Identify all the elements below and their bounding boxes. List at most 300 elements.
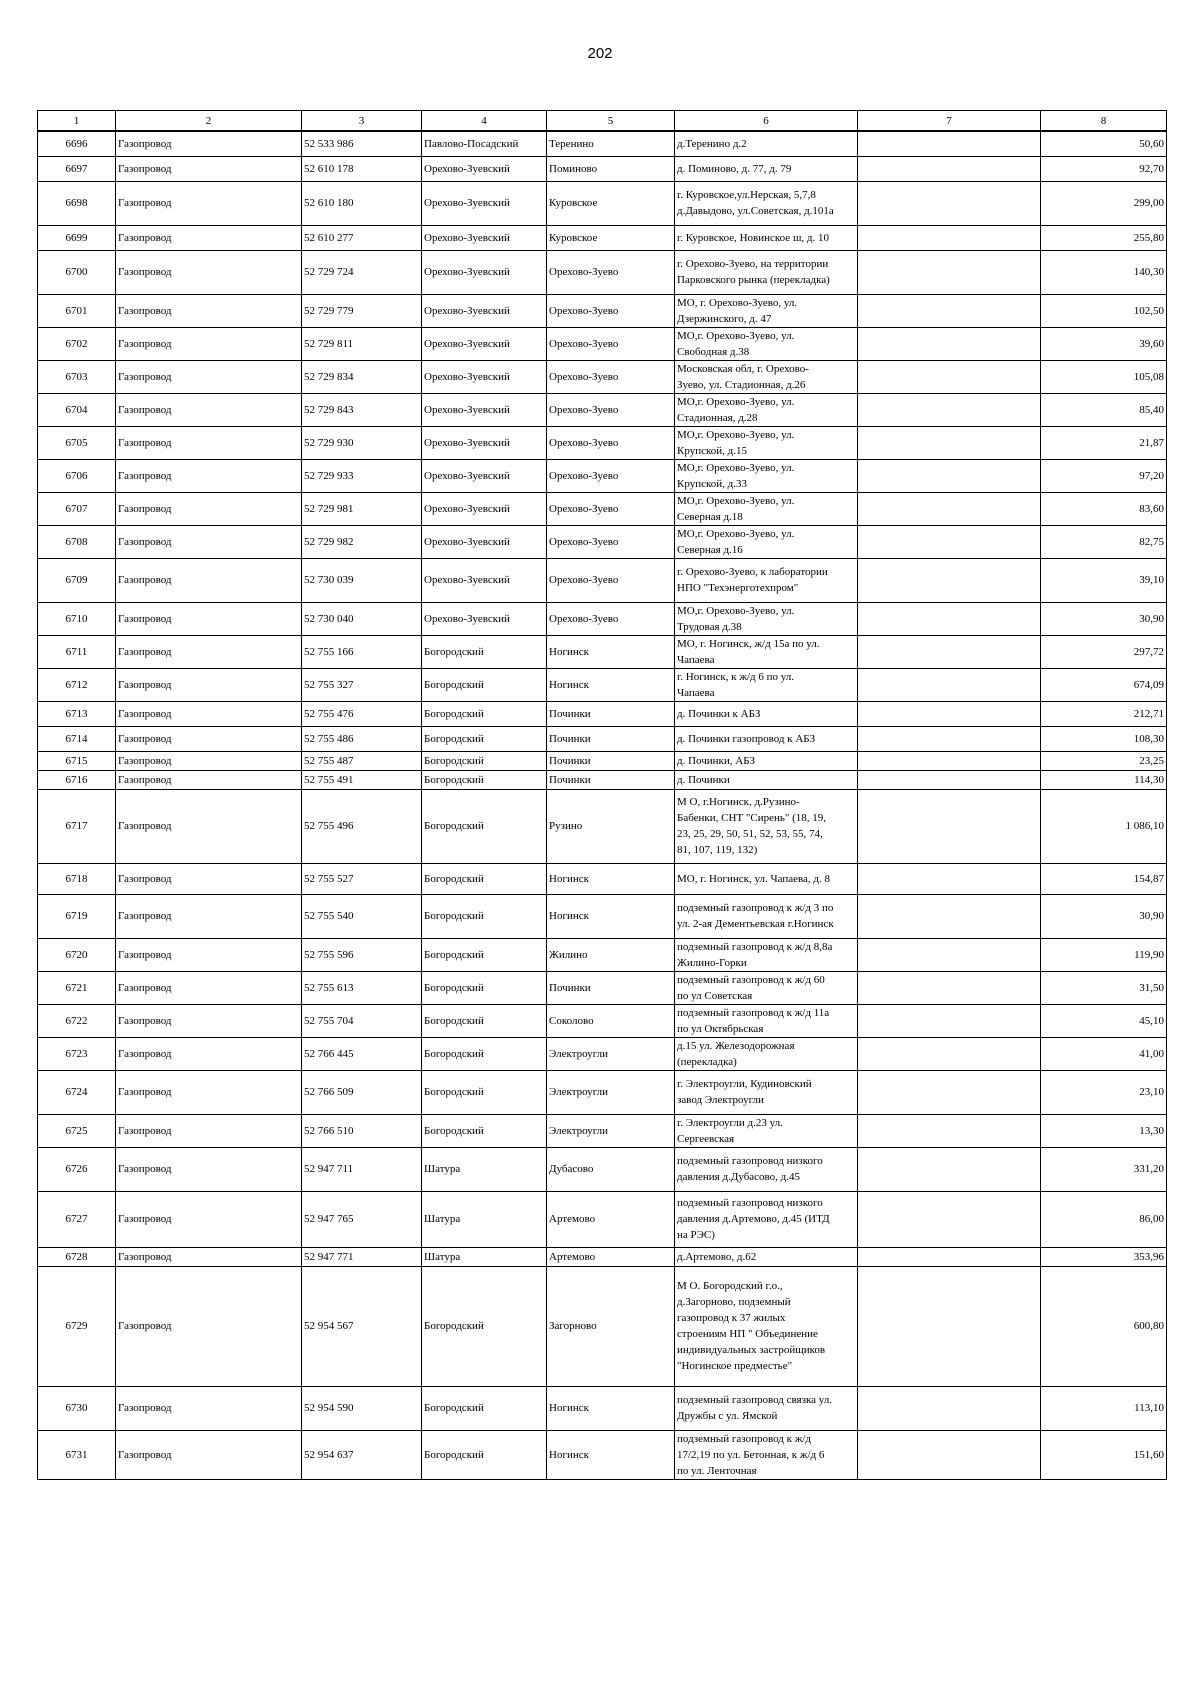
locality-cell: Дубасово bbox=[547, 1147, 675, 1191]
note-cell bbox=[858, 459, 1041, 492]
object-code-cell: 52 766 445 bbox=[302, 1037, 422, 1070]
table-row bbox=[38, 1191, 1167, 1247]
address-cell: подземный газопровод связка ул. Дружбы с ул. Ямской bbox=[675, 1386, 858, 1430]
district-cell: Богородский bbox=[422, 751, 547, 770]
length-value-cell: 45,10 bbox=[1041, 1004, 1167, 1037]
table-row bbox=[38, 558, 1167, 602]
length-value-cell: 97,20 bbox=[1041, 459, 1167, 492]
table-row bbox=[38, 971, 1167, 1004]
district-cell: Орехово-Зуевский bbox=[422, 294, 547, 327]
locality-cell: Ногинск bbox=[547, 1386, 675, 1430]
locality-cell: Орехово-Зуево bbox=[547, 558, 675, 602]
district-cell: Шатура bbox=[422, 1247, 547, 1266]
district-cell: Богородский bbox=[422, 971, 547, 1004]
object-code-cell: 52 729 811 bbox=[302, 327, 422, 360]
length-value-cell: 114,30 bbox=[1041, 770, 1167, 789]
length-value-cell: 674,09 bbox=[1041, 668, 1167, 701]
address-cell: д. Починки газопровод к АБЗ bbox=[675, 726, 858, 751]
object-name-cell: Газопровод bbox=[116, 971, 302, 1004]
object-name-cell: Газопровод bbox=[116, 635, 302, 668]
note-cell bbox=[858, 250, 1041, 294]
note-cell bbox=[858, 1070, 1041, 1114]
object-name-cell: Газопровод bbox=[116, 294, 302, 327]
note-cell bbox=[858, 751, 1041, 770]
row-number-cell: 6713 bbox=[38, 701, 116, 726]
locality-cell: Починки bbox=[547, 701, 675, 726]
locality-cell: Рузино bbox=[547, 789, 675, 863]
object-name-cell: Газопровод bbox=[116, 701, 302, 726]
row-number-cell: 6699 bbox=[38, 225, 116, 250]
district-cell: Орехово-Зуевский bbox=[422, 327, 547, 360]
locality-cell: Ногинск bbox=[547, 635, 675, 668]
object-code-cell: 52 755 527 bbox=[302, 863, 422, 894]
locality-cell: Починки bbox=[547, 971, 675, 1004]
table-row bbox=[38, 1147, 1167, 1191]
locality-cell: Орехово-Зуево bbox=[547, 393, 675, 426]
note-cell bbox=[858, 1430, 1041, 1479]
length-value-cell: 13,30 bbox=[1041, 1114, 1167, 1147]
note-cell bbox=[858, 1037, 1041, 1070]
district-cell: Богородский bbox=[422, 894, 547, 938]
table-row bbox=[38, 726, 1167, 751]
object-code-cell: 52 730 039 bbox=[302, 558, 422, 602]
table-row bbox=[38, 1004, 1167, 1037]
row-number-cell: 6708 bbox=[38, 525, 116, 558]
table-row bbox=[38, 770, 1167, 789]
object-code-cell: 52 766 510 bbox=[302, 1114, 422, 1147]
row-number-cell: 6696 bbox=[38, 131, 116, 156]
object-name-cell: Газопровод bbox=[116, 225, 302, 250]
address-cell: МО,г. Орехово-Зуево, ул. Крупской, д.15 bbox=[675, 426, 858, 459]
address-cell: д. Поминово, д. 77, д. 79 bbox=[675, 156, 858, 181]
row-number-cell: 6697 bbox=[38, 156, 116, 181]
table-row bbox=[38, 393, 1167, 426]
table-row bbox=[38, 751, 1167, 770]
locality-cell: Электроугли bbox=[547, 1037, 675, 1070]
district-cell: Богородский bbox=[422, 1386, 547, 1430]
column-header-8: 8 bbox=[1041, 111, 1167, 132]
locality-cell: Орехово-Зуево bbox=[547, 426, 675, 459]
district-cell: Орехово-Зуевский bbox=[422, 558, 547, 602]
locality-cell: Куровское bbox=[547, 181, 675, 225]
length-value-cell: 50,60 bbox=[1041, 131, 1167, 156]
row-number-cell: 6724 bbox=[38, 1070, 116, 1114]
table-row bbox=[38, 131, 1167, 156]
locality-cell: Орехово-Зуево bbox=[547, 250, 675, 294]
object-code-cell: 52 610 277 bbox=[302, 225, 422, 250]
note-cell bbox=[858, 225, 1041, 250]
address-cell: Московская обл, г. Орехово- Зуево, ул. Стадионная, д.26 bbox=[675, 360, 858, 393]
locality-cell: Починки bbox=[547, 770, 675, 789]
length-value-cell: 119,90 bbox=[1041, 938, 1167, 971]
object-name-cell: Газопровод bbox=[116, 1070, 302, 1114]
page-number: 202 bbox=[587, 45, 613, 62]
address-cell: МО,г. Орехово-Зуево, ул. Стадионная, д.28 bbox=[675, 393, 858, 426]
locality-cell: Ногинск bbox=[547, 894, 675, 938]
note-cell bbox=[858, 525, 1041, 558]
note-cell bbox=[858, 131, 1041, 156]
address-cell: г. Электроугли, Кудиновский завод Электроугли bbox=[675, 1070, 858, 1114]
note-cell bbox=[858, 635, 1041, 668]
row-number-cell: 6719 bbox=[38, 894, 116, 938]
length-value-cell: 23,10 bbox=[1041, 1070, 1167, 1114]
locality-cell: Теренино bbox=[547, 131, 675, 156]
table-row bbox=[38, 181, 1167, 225]
address-cell: подземный газопровод низкого давления д.Артемово, д.45 (ИТД на РЭС) bbox=[675, 1191, 858, 1247]
object-code-cell: 52 729 982 bbox=[302, 525, 422, 558]
object-code-cell: 52 610 180 bbox=[302, 181, 422, 225]
district-cell: Орехово-Зуевский bbox=[422, 459, 547, 492]
address-cell: подземный газопровод к ж/д 11а по ул Октябрьская bbox=[675, 1004, 858, 1037]
note-cell bbox=[858, 492, 1041, 525]
row-number-cell: 6716 bbox=[38, 770, 116, 789]
district-cell: Орехово-Зуевский bbox=[422, 360, 547, 393]
table-row bbox=[38, 1430, 1167, 1479]
note-cell bbox=[858, 360, 1041, 393]
table-row bbox=[38, 360, 1167, 393]
address-cell: д. Починки к АБЗ bbox=[675, 701, 858, 726]
object-name-cell: Газопровод bbox=[116, 789, 302, 863]
district-cell: Орехово-Зуевский bbox=[422, 426, 547, 459]
table-row bbox=[38, 1247, 1167, 1266]
locality-cell: Электроугли bbox=[547, 1114, 675, 1147]
address-cell: МО,г. Орехово-Зуево, ул. Северная д.16 bbox=[675, 525, 858, 558]
address-cell: г. Электроугли д.23 ул. Сергеевская bbox=[675, 1114, 858, 1147]
row-number-cell: 6726 bbox=[38, 1147, 116, 1191]
length-value-cell: 83,60 bbox=[1041, 492, 1167, 525]
object-code-cell: 52 755 487 bbox=[302, 751, 422, 770]
row-number-cell: 6700 bbox=[38, 250, 116, 294]
object-code-cell: 52 730 040 bbox=[302, 602, 422, 635]
length-value-cell: 102,50 bbox=[1041, 294, 1167, 327]
object-code-cell: 52 729 779 bbox=[302, 294, 422, 327]
district-cell: Павлово-Посадский bbox=[422, 131, 547, 156]
address-cell: М О, г.Ногинск, д.Рузино- Бабенки, СНТ "Сирень" (18, 19, 23, 25, 29, 50, 51, 52, 53, 55, 74, 81, 107, 119, 132) bbox=[675, 789, 858, 863]
length-value-cell: 140,30 bbox=[1041, 250, 1167, 294]
row-number-cell: 6715 bbox=[38, 751, 116, 770]
row-number-cell: 6703 bbox=[38, 360, 116, 393]
row-number-cell: 6731 bbox=[38, 1430, 116, 1479]
note-cell bbox=[858, 1004, 1041, 1037]
district-cell: Шатура bbox=[422, 1191, 547, 1247]
address-cell: МО,г. Орехово-Зуево, ул. Свободная д.38 bbox=[675, 327, 858, 360]
address-cell: д.15 ул. Железодорожная (перекладка) bbox=[675, 1037, 858, 1070]
locality-cell: Орехово-Зуево bbox=[547, 294, 675, 327]
address-cell: д. Починки bbox=[675, 770, 858, 789]
object-name-cell: Газопровод bbox=[116, 360, 302, 393]
address-cell: подземный газопровод низкого давления д.Дубасово, д.45 bbox=[675, 1147, 858, 1191]
note-cell bbox=[858, 668, 1041, 701]
length-value-cell: 30,90 bbox=[1041, 894, 1167, 938]
object-code-cell: 52 755 476 bbox=[302, 701, 422, 726]
district-cell: Орехово-Зуевский bbox=[422, 393, 547, 426]
note-cell bbox=[858, 971, 1041, 1004]
row-number-cell: 6714 bbox=[38, 726, 116, 751]
address-cell: подземный газопровод к ж/д 60 по ул Советская bbox=[675, 971, 858, 1004]
district-cell: Орехово-Зуевский bbox=[422, 492, 547, 525]
note-cell bbox=[858, 726, 1041, 751]
length-value-cell: 154,87 bbox=[1041, 863, 1167, 894]
object-name-cell: Газопровод bbox=[116, 668, 302, 701]
table-row bbox=[38, 225, 1167, 250]
district-cell: Шатура bbox=[422, 1147, 547, 1191]
table-row bbox=[38, 789, 1167, 863]
object-name-cell: Газопровод bbox=[116, 459, 302, 492]
object-name-cell: Газопровод bbox=[116, 426, 302, 459]
district-cell: Орехово-Зуевский bbox=[422, 181, 547, 225]
locality-cell: Артемово bbox=[547, 1191, 675, 1247]
object-code-cell: 52 729 843 bbox=[302, 393, 422, 426]
note-cell bbox=[858, 938, 1041, 971]
length-value-cell: 151,60 bbox=[1041, 1430, 1167, 1479]
object-name-cell: Газопровод bbox=[116, 602, 302, 635]
district-cell: Богородский bbox=[422, 635, 547, 668]
note-cell bbox=[858, 1147, 1041, 1191]
table-row bbox=[38, 459, 1167, 492]
table-header bbox=[38, 111, 1167, 132]
column-header-2: 2 bbox=[116, 111, 302, 132]
address-cell: МО,г. Орехово-Зуево, ул. Трудовая д.38 bbox=[675, 602, 858, 635]
note-cell bbox=[858, 770, 1041, 789]
row-number-cell: 6727 bbox=[38, 1191, 116, 1247]
address-cell: подземный газопровод к ж/д 17/2,19 по ул. Бетонная, к ж/д 6 по ул. Ленточная bbox=[675, 1430, 858, 1479]
table-row bbox=[38, 894, 1167, 938]
district-cell: Богородский bbox=[422, 726, 547, 751]
note-cell bbox=[858, 863, 1041, 894]
object-code-cell: 52 533 986 bbox=[302, 131, 422, 156]
object-name-cell: Газопровод bbox=[116, 181, 302, 225]
district-cell: Богородский bbox=[422, 668, 547, 701]
address-cell: подземный газопровод к ж/д 8,8а Жилино-Горки bbox=[675, 938, 858, 971]
row-number-cell: 6704 bbox=[38, 393, 116, 426]
locality-cell: Орехово-Зуево bbox=[547, 492, 675, 525]
length-value-cell: 255,80 bbox=[1041, 225, 1167, 250]
object-code-cell: 52 729 834 bbox=[302, 360, 422, 393]
header-row bbox=[38, 111, 1167, 132]
object-code-cell: 52 755 327 bbox=[302, 668, 422, 701]
locality-cell: Орехово-Зуево bbox=[547, 459, 675, 492]
address-cell: МО,г. Орехово-Зуево, ул. Крупской, д.33 bbox=[675, 459, 858, 492]
row-number-cell: 6728 bbox=[38, 1247, 116, 1266]
locality-cell: Загорново bbox=[547, 1266, 675, 1386]
district-cell: Орехово-Зуевский bbox=[422, 225, 547, 250]
address-cell: д. Починки, АБЗ bbox=[675, 751, 858, 770]
district-cell: Орехово-Зуевский bbox=[422, 156, 547, 181]
address-cell: д.Теренино д.2 bbox=[675, 131, 858, 156]
table-row bbox=[38, 863, 1167, 894]
length-value-cell: 600,80 bbox=[1041, 1266, 1167, 1386]
object-code-cell: 52 755 704 bbox=[302, 1004, 422, 1037]
column-header-5: 5 bbox=[547, 111, 675, 132]
locality-cell: Ногинск bbox=[547, 668, 675, 701]
length-value-cell: 39,60 bbox=[1041, 327, 1167, 360]
object-name-cell: Газопровод bbox=[116, 1247, 302, 1266]
district-cell: Орехово-Зуевский bbox=[422, 525, 547, 558]
length-value-cell: 31,50 bbox=[1041, 971, 1167, 1004]
locality-cell: Поминово bbox=[547, 156, 675, 181]
object-code-cell: 52 755 491 bbox=[302, 770, 422, 789]
note-cell bbox=[858, 181, 1041, 225]
row-number-cell: 6712 bbox=[38, 668, 116, 701]
row-number-cell: 6721 bbox=[38, 971, 116, 1004]
table-row bbox=[38, 1037, 1167, 1070]
object-name-cell: Газопровод bbox=[116, 894, 302, 938]
object-name-cell: Газопровод bbox=[116, 1266, 302, 1386]
object-name-cell: Газопровод bbox=[116, 726, 302, 751]
table-row bbox=[38, 327, 1167, 360]
object-name-cell: Газопровод bbox=[116, 1004, 302, 1037]
note-cell bbox=[858, 294, 1041, 327]
note-cell bbox=[858, 1247, 1041, 1266]
note-cell bbox=[858, 156, 1041, 181]
column-header-1: 1 bbox=[38, 111, 116, 132]
row-number-cell: 6730 bbox=[38, 1386, 116, 1430]
locality-cell: Орехово-Зуево bbox=[547, 327, 675, 360]
length-value-cell: 353,96 bbox=[1041, 1247, 1167, 1266]
object-code-cell: 52 954 637 bbox=[302, 1430, 422, 1479]
column-header-7: 7 bbox=[858, 111, 1041, 132]
note-cell bbox=[858, 789, 1041, 863]
district-cell: Орехово-Зуевский bbox=[422, 602, 547, 635]
object-name-cell: Газопровод bbox=[116, 492, 302, 525]
object-name-cell: Газопровод bbox=[116, 1430, 302, 1479]
row-number-cell: 6725 bbox=[38, 1114, 116, 1147]
note-cell bbox=[858, 327, 1041, 360]
district-cell: Богородский bbox=[422, 863, 547, 894]
row-number-cell: 6706 bbox=[38, 459, 116, 492]
table-row bbox=[38, 701, 1167, 726]
address-cell: МО,г. Орехово-Зуево, ул. Северная д.18 bbox=[675, 492, 858, 525]
row-number-cell: 6701 bbox=[38, 294, 116, 327]
note-cell bbox=[858, 602, 1041, 635]
object-name-cell: Газопровод bbox=[116, 525, 302, 558]
object-name-cell: Газопровод bbox=[116, 1147, 302, 1191]
object-code-cell: 52 729 933 bbox=[302, 459, 422, 492]
district-cell: Орехово-Зуевский bbox=[422, 250, 547, 294]
object-name-cell: Газопровод bbox=[116, 1191, 302, 1247]
address-cell: г. Куровское, Новинское ш, д. 10 bbox=[675, 225, 858, 250]
length-value-cell: 30,90 bbox=[1041, 602, 1167, 635]
locality-cell: Жилино bbox=[547, 938, 675, 971]
length-value-cell: 108,30 bbox=[1041, 726, 1167, 751]
object-code-cell: 52 755 540 bbox=[302, 894, 422, 938]
note-cell bbox=[858, 894, 1041, 938]
address-cell: МО, г. Орехово-Зуево, ул. Дзержинского, д. 47 bbox=[675, 294, 858, 327]
object-code-cell: 52 755 166 bbox=[302, 635, 422, 668]
length-value-cell: 92,70 bbox=[1041, 156, 1167, 181]
object-code-cell: 52 954 567 bbox=[302, 1266, 422, 1386]
table-row bbox=[38, 250, 1167, 294]
length-value-cell: 113,10 bbox=[1041, 1386, 1167, 1430]
note-cell bbox=[858, 701, 1041, 726]
address-cell: МО, г. Ногинск, ж/д 15а по ул. Чапаева bbox=[675, 635, 858, 668]
row-number-cell: 6729 bbox=[38, 1266, 116, 1386]
table-row bbox=[38, 156, 1167, 181]
row-number-cell: 6698 bbox=[38, 181, 116, 225]
object-name-cell: Газопровод bbox=[116, 393, 302, 426]
note-cell bbox=[858, 558, 1041, 602]
object-code-cell: 52 755 496 bbox=[302, 789, 422, 863]
object-code-cell: 52 610 178 bbox=[302, 156, 422, 181]
object-name-cell: Газопровод bbox=[116, 770, 302, 789]
object-code-cell: 52 947 711 bbox=[302, 1147, 422, 1191]
address-cell: подземный газопровод к ж/д 3 по ул. 2-ая Дементьевская г.Ногинск bbox=[675, 894, 858, 938]
address-cell: г. Ногинск, к ж/д 6 по ул. Чапаева bbox=[675, 668, 858, 701]
district-cell: Богородский bbox=[422, 1070, 547, 1114]
object-code-cell: 52 947 771 bbox=[302, 1247, 422, 1266]
row-number-cell: 6722 bbox=[38, 1004, 116, 1037]
table-row bbox=[38, 1386, 1167, 1430]
district-cell: Богородский bbox=[422, 789, 547, 863]
note-cell bbox=[858, 1386, 1041, 1430]
object-name-cell: Газопровод bbox=[116, 558, 302, 602]
object-name-cell: Газопровод bbox=[116, 751, 302, 770]
row-number-cell: 6718 bbox=[38, 863, 116, 894]
length-value-cell: 86,00 bbox=[1041, 1191, 1167, 1247]
object-name-cell: Газопровод bbox=[116, 1386, 302, 1430]
district-cell: Богородский bbox=[422, 938, 547, 971]
district-cell: Богородский bbox=[422, 770, 547, 789]
object-name-cell: Газопровод bbox=[116, 1037, 302, 1070]
table-row bbox=[38, 1070, 1167, 1114]
table-row bbox=[38, 492, 1167, 525]
length-value-cell: 85,40 bbox=[1041, 393, 1167, 426]
length-value-cell: 331,20 bbox=[1041, 1147, 1167, 1191]
district-cell: Богородский bbox=[422, 1004, 547, 1037]
column-header-3: 3 bbox=[302, 111, 422, 132]
row-number-cell: 6709 bbox=[38, 558, 116, 602]
length-value-cell: 41,00 bbox=[1041, 1037, 1167, 1070]
length-value-cell: 299,00 bbox=[1041, 181, 1167, 225]
object-code-cell: 52 766 509 bbox=[302, 1070, 422, 1114]
object-code-cell: 52 729 981 bbox=[302, 492, 422, 525]
locality-cell: Починки bbox=[547, 751, 675, 770]
district-cell: Богородский bbox=[422, 1114, 547, 1147]
note-cell bbox=[858, 1114, 1041, 1147]
object-name-cell: Газопровод bbox=[116, 1114, 302, 1147]
length-value-cell: 39,10 bbox=[1041, 558, 1167, 602]
length-value-cell: 297,72 bbox=[1041, 635, 1167, 668]
row-number-cell: 6717 bbox=[38, 789, 116, 863]
table-row bbox=[38, 1266, 1167, 1386]
object-name-cell: Газопровод bbox=[116, 863, 302, 894]
row-number-cell: 6702 bbox=[38, 327, 116, 360]
address-cell: г. Куровское,ул.Нерская, 5,7,8 д.Давыдово, ул.Советская, д.101а bbox=[675, 181, 858, 225]
note-cell bbox=[858, 1266, 1041, 1386]
table-row bbox=[38, 294, 1167, 327]
note-cell bbox=[858, 426, 1041, 459]
column-header-6: 6 bbox=[675, 111, 858, 132]
table-body bbox=[38, 131, 1167, 1479]
object-code-cell: 52 729 930 bbox=[302, 426, 422, 459]
note-cell bbox=[858, 1191, 1041, 1247]
note-cell bbox=[858, 393, 1041, 426]
table-row bbox=[38, 426, 1167, 459]
locality-cell: Артемово bbox=[547, 1247, 675, 1266]
row-number-cell: 6705 bbox=[38, 426, 116, 459]
object-name-cell: Газопровод bbox=[116, 131, 302, 156]
district-cell: Богородский bbox=[422, 1430, 547, 1479]
address-cell: г. Орехово-Зуево, к лаборатории НПО "Техэнерготехпром" bbox=[675, 558, 858, 602]
length-value-cell: 21,87 bbox=[1041, 426, 1167, 459]
length-value-cell: 23,25 bbox=[1041, 751, 1167, 770]
object-name-cell: Газопровод bbox=[116, 250, 302, 294]
district-cell: Богородский bbox=[422, 701, 547, 726]
row-number-cell: 6723 bbox=[38, 1037, 116, 1070]
table-row bbox=[38, 602, 1167, 635]
locality-cell: Электроугли bbox=[547, 1070, 675, 1114]
row-number-cell: 6707 bbox=[38, 492, 116, 525]
